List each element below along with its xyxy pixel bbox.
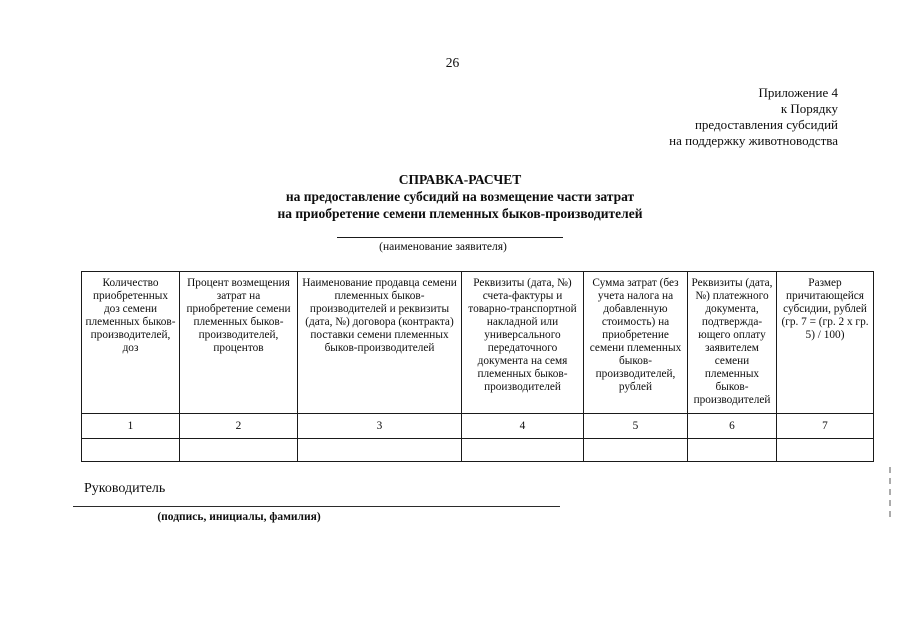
- subsidy-calculation-table: [81, 271, 874, 462]
- appendix-block: [669, 85, 838, 149]
- column-number: 1: [82, 414, 180, 439]
- signature-caption: (подпись, инициалы, фамилия): [157, 511, 321, 523]
- empty-cell: [777, 439, 874, 462]
- column-number: 3: [298, 414, 462, 439]
- empty-cell: [462, 439, 584, 462]
- empty-cell: [298, 439, 462, 462]
- appendix-line: к Порядку: [780, 101, 838, 116]
- title-line: на приобретение семени племенных быков-производителей: [277, 206, 643, 221]
- column-header-invoice: Реквизиты (дата, №) счета-фактуры и товарно-транспортной накладной или универсального передаточного документа на семя племенных быков-производителей: [462, 272, 584, 414]
- column-number: 5: [584, 414, 688, 439]
- appendix-line: Приложение 4: [758, 85, 838, 100]
- signature-blank-line: [73, 506, 560, 507]
- applicant-caption: (наименование заявителя): [379, 241, 507, 253]
- empty-cell: [584, 439, 688, 462]
- page-number: 26: [445, 55, 460, 70]
- empty-cell: [688, 439, 777, 462]
- empty-data-row: [82, 439, 874, 462]
- applicant-name-blank-line: [337, 237, 563, 238]
- appendix-line: на поддержку животноводства: [669, 133, 838, 148]
- title-line: СПРАВКА-РАСЧЕТ: [398, 172, 522, 187]
- column-number-row: [82, 414, 874, 439]
- appendix-line: предоставления субсидий: [694, 117, 838, 132]
- column-number: 2: [180, 414, 298, 439]
- column-number: 6: [688, 414, 777, 439]
- empty-cell: [180, 439, 298, 462]
- column-number: 4: [462, 414, 584, 439]
- column-header-cost: Сумма затрат (без учета налога на добавленную стоимость) на приобретение семени племенных быков-производителей, рублей: [584, 272, 688, 414]
- column-header-doses: Количество приобретенных доз семени племенных быков-производителей, доз: [82, 272, 180, 414]
- head-of-organization-label: Руководитель: [84, 481, 166, 496]
- column-header-payment-doc: Реквизиты (дата, №) платежного документа, подтверждающего оплату заявителем семени племенных быков-производителей: [688, 272, 777, 414]
- title-line: на предоставление субсидий на возмещение части затрат: [285, 189, 635, 204]
- column-number: 7: [777, 414, 874, 439]
- document-title: [60, 171, 860, 222]
- scan-artifact-dashed-mark: [889, 467, 891, 517]
- table-header-row: [82, 272, 874, 414]
- column-header-percent: Процент возмещения затрат на приобретение семени племенных быков-производителей, процентов: [180, 272, 298, 414]
- empty-cell: [82, 439, 180, 462]
- column-header-subsidy-size: Размер причитающейся субсидии, рублей (гр. 7 = (гр. 2 х гр. 5) / 100): [777, 272, 874, 414]
- column-header-seller: Наименование продавца семени племенных быков-производителей и реквизиты (дата, №) договора (контракта) поставки семени племенных быков-производителей: [298, 272, 462, 414]
